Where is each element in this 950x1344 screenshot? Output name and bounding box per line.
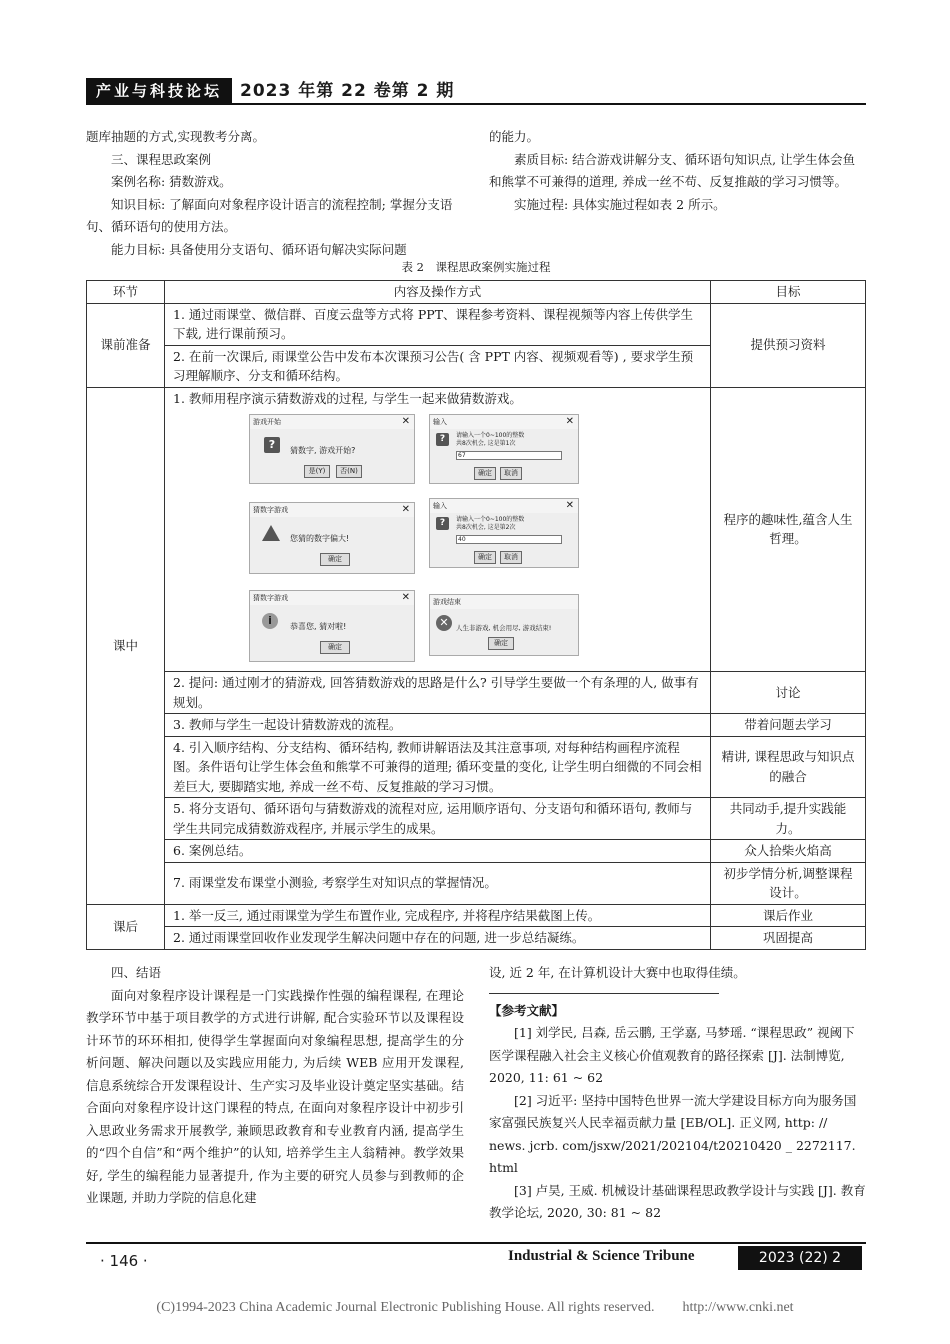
paragraph: 素质目标: 结合游戏讲解分支、循环语句知识点, 让学生体会鱼和熊掌不可兼得的道理, 养成一丝不苟、反复推敲的学习习惯等。: [489, 151, 856, 189]
error-icon: ✕: [436, 615, 452, 631]
table-row: [87, 736, 866, 798]
question-icon: ?: [264, 437, 280, 453]
issue-line: 2023 年第 22 卷第 2 期: [240, 81, 455, 101]
table-row: [87, 798, 866, 840]
left-column-top: [86, 126, 464, 261]
game-over-dialog: [429, 594, 579, 656]
dialog-title: 输入: [433, 418, 447, 426]
content-text: 1. 教师用程序演示猜数游戏的过程, 与学生一起来做猜数游戏。: [173, 390, 522, 406]
page-number: · 146 ·: [100, 1252, 148, 1270]
ok-button: 确定: [488, 637, 514, 650]
close-icon: ✕: [401, 416, 410, 427]
paragraph: 设, 近 2 年, 在计算机设计大赛中也取得佳绩。: [489, 965, 746, 980]
paragraph: 知识目标: 了解面向对象程序设计语言的流程控制; 掌握分支语句、循环语句的使用方法。: [86, 196, 453, 234]
footer-journal-name: Industrial & Science Tribune: [508, 1248, 695, 1264]
ok-button: 确定: [474, 551, 496, 564]
table-row: [87, 303, 866, 345]
input-dialog-2: [429, 498, 579, 568]
table-header-row: [87, 281, 866, 304]
goal-cell: 课后作业: [711, 904, 866, 927]
content-cell: 2. 通过雨课堂回收作业发现学生解决问题中存在的问题, 进一步总结凝练。: [165, 927, 711, 950]
content-cell: 2. 提问: 通过刚才的猜游戏, 回答猜数游戏的思路是什么? 引导学生要做一个有条理的人, 做事有规划。: [165, 672, 711, 714]
ok-button: 确定: [320, 641, 350, 654]
paragraph: 实施过程: 具体实施过程如表 2 所示。: [514, 196, 726, 212]
content-cell: 6. 案例总结。: [165, 840, 711, 863]
dialog-message: 人生非游戏, 机会用尽, 游戏结束!: [456, 624, 552, 632]
question-icon: ?: [436, 517, 449, 530]
content-cell: 2. 在前一次课后, 雨课堂公告中发布本次课预习公告( 含 PPT 内容、视频观看等) , 要求学生预习理解顺序、分支和循环结构。: [165, 345, 711, 387]
correct-dialog: [249, 590, 415, 662]
dialog-message: 恭喜您, 猜对啦!: [290, 622, 347, 631]
goal-cell: 共同动手,提升实践能力。: [711, 798, 866, 840]
close-icon: ✕: [401, 504, 410, 515]
goal-cell: 程序的趣味性,蕴含人生哲理。: [711, 387, 866, 672]
game-screenshots: [249, 414, 689, 664]
goal-cell: 提供预习资料: [711, 303, 866, 387]
close-icon: ✕: [565, 500, 574, 511]
content-cell: 1. 举一反三, 通过雨课堂为学生布置作业, 完成程序, 并将程序结果截图上传。: [165, 904, 711, 927]
reference-item: [2] 习近平: 坚持中国特色世界一流大学建设目标方向为服务国家富强民族复兴人民幸福贡献力量 [EB/OL]. 正义网, http: // news. jcrb. com/jsxw/2021/202104/t20210420 _ 2272117. html: [489, 1092, 857, 1175]
dialog-title: 输入: [433, 502, 447, 510]
dialog-title: 游戏结束: [433, 598, 461, 606]
table-row: [87, 862, 866, 904]
table-row: [87, 840, 866, 863]
reference-item: [3] 卢昊, 王威. 机械设计基础课程思政教学设计与实践 [J]. 教育教学论坛, 2020, 30: 81 ~ 82: [489, 1182, 866, 1220]
reference-item: [1] 刘学民, 吕森, 岳云鹏, 王学嘉, 马梦瑶. “课程思政” 视阈下医学课程融入社会主义核心价值观教育的路径探索 [J]. 法制博览, 2020, 11: 61 ~ 62: [489, 1025, 855, 1085]
table-row: [87, 904, 866, 927]
cancel-button: 取消: [500, 551, 522, 564]
references-title: 【参考文献】: [489, 1002, 565, 1018]
content-cell: 1. 通过雨课堂、微信群、百度云盘等方式将 PPT、课程参考资料、课程视频等内容上传供学生下载, 进行课前预习。: [165, 303, 711, 345]
table-row: [87, 714, 866, 737]
input-dialog-1: [429, 414, 579, 484]
no-button: 否(N): [336, 465, 362, 478]
dialog-message: 猜数字, 游戏开始?: [290, 446, 356, 455]
guess-input: 40: [456, 535, 562, 544]
paragraph: 能力目标: 具备使用分支语句、循环语句解决实际问题: [111, 241, 407, 257]
goal-cell: 精讲, 课程思政与知识点的融合: [711, 736, 866, 798]
table-row: [87, 387, 866, 672]
goal-cell: 初步学情分析,调整课程设计。: [711, 862, 866, 904]
content-cell: 7. 雨课堂发布课堂小测验, 考察学生对知识点的掌握情况。: [165, 862, 711, 904]
references-rule: [489, 993, 719, 994]
header-goal: 目标: [711, 281, 866, 304]
footer-issue: 2023 (22) 2: [738, 1246, 862, 1270]
content-cell: 4. 引入顺序结构、分支结构、循环结构, 教师讲解语法及其注意事项, 对每种结构画程序流程图。条件语句让学生体会鱼和熊掌不可兼得的道理; 循环变量的变化, 让学生明白细微的不同会相差巨大, 要脚踏实地, 养成一丝不苟、反复推敲的学习习惯。: [165, 736, 711, 798]
section-heading: 四、结语: [111, 965, 162, 980]
content-cell: 3. 教师与学生一起设计猜数游戏的流程。: [165, 714, 711, 737]
prompt-line: 请输入一个0~100的整数: [456, 432, 525, 439]
right-column-top: [489, 126, 866, 216]
goal-cell: 巩固提高: [711, 927, 866, 950]
section-heading: 三、课程思政案例: [111, 151, 212, 167]
content-cell-with-screenshots: [165, 387, 711, 672]
goal-cell: 众人拾柴火焰高: [711, 840, 866, 863]
goal-cell: 带着问题去学习: [711, 714, 866, 737]
dialog-title: 猜数字游戏: [253, 594, 288, 602]
stage-post: 课后: [87, 904, 165, 949]
dialog-message: 您猜的数字偏大!: [290, 534, 350, 543]
table-row: [87, 672, 866, 714]
warning-icon: [262, 525, 280, 541]
question-icon: ?: [436, 433, 449, 446]
journal-header: [86, 78, 866, 104]
dialog-title: 猜数字游戏: [253, 506, 288, 514]
stage-pre: 课前准备: [87, 303, 165, 387]
content-cell: 5. 将分支语句、循环语句与猜数游戏的流程对应, 运用顺序语句、分支语句和循环语句, 教师与学生共同完成猜数游戏程序, 并展示学生的成果。: [165, 798, 711, 840]
copyright-line: (C)1994-2023 China Academic Journal Electronic Publishing House. All rights reserved. http://www.cnki.net: [156, 1300, 794, 1315]
paragraph: 案例名称: 猜数游戏。: [111, 174, 232, 189]
paragraph: 的能力。: [489, 129, 540, 144]
goal-cell: 讨论: [711, 672, 866, 714]
conclusion-paragraph: 面向对象程序设计课程是一门实践操作性强的编程课程, 在理论教学环节中基于项目教学的方式进行讲解, 配合实验环节以及课程设计环节的环环相扣, 使得学生掌握面向对象编程思想, 提高学生的分析问题、解决问题以及实践应用能力, 为后续 WEB 应用开发课程, 信息系统综合开发课程设计、生产实习及毕业设计奠定坚实基础。结合面向对象程序设计这门课程的特点, 在面向对象程序设计中初步引入思政业务需求开展教学, 兼顾思政教育和专业教育内涵, 提高学生的“四个自信”和“两个维护”的认知, 培养学生主人翁精神。教学效果好, 学生的编程能力显著提升, 作为主要的研究人员参与到教师的企业课题, 并助力学院的信息化建: [86, 987, 464, 1205]
prompt-line: 共8次机会, 这是第2次: [456, 524, 516, 531]
right-column-bottom: [489, 962, 866, 1225]
info-icon: i: [262, 613, 278, 629]
dialog-title: 游戏开始: [253, 418, 281, 426]
too-large-dialog: [249, 502, 415, 574]
stage-mid: 课中: [87, 387, 165, 904]
table-row: [87, 927, 866, 950]
yes-button: 是(Y): [304, 465, 330, 478]
table-caption: 表 2 课程思政案例实施过程: [401, 260, 551, 274]
case-table: [86, 280, 866, 950]
journal-name: 产业与科技论坛: [86, 78, 232, 104]
start-dialog: [249, 414, 415, 484]
prompt-line: 共8次机会, 这是第1次: [456, 440, 516, 447]
close-icon: ✕: [401, 592, 410, 603]
footer-rule: [86, 1242, 866, 1244]
paragraph: 题库抽题的方式,实现教考分离。: [86, 129, 265, 144]
ok-button: 确定: [474, 467, 496, 480]
header-content: 内容及操作方式: [165, 281, 711, 304]
header-rule: [86, 103, 866, 105]
guess-input: 67: [456, 451, 562, 460]
close-icon: ✕: [565, 416, 574, 427]
header-stage: 环节: [87, 281, 165, 304]
left-column-bottom: [86, 962, 464, 1210]
cancel-button: 取消: [500, 467, 522, 480]
prompt-line: 请输入一个0~100的整数: [456, 516, 525, 523]
ok-button: 确定: [320, 553, 350, 566]
